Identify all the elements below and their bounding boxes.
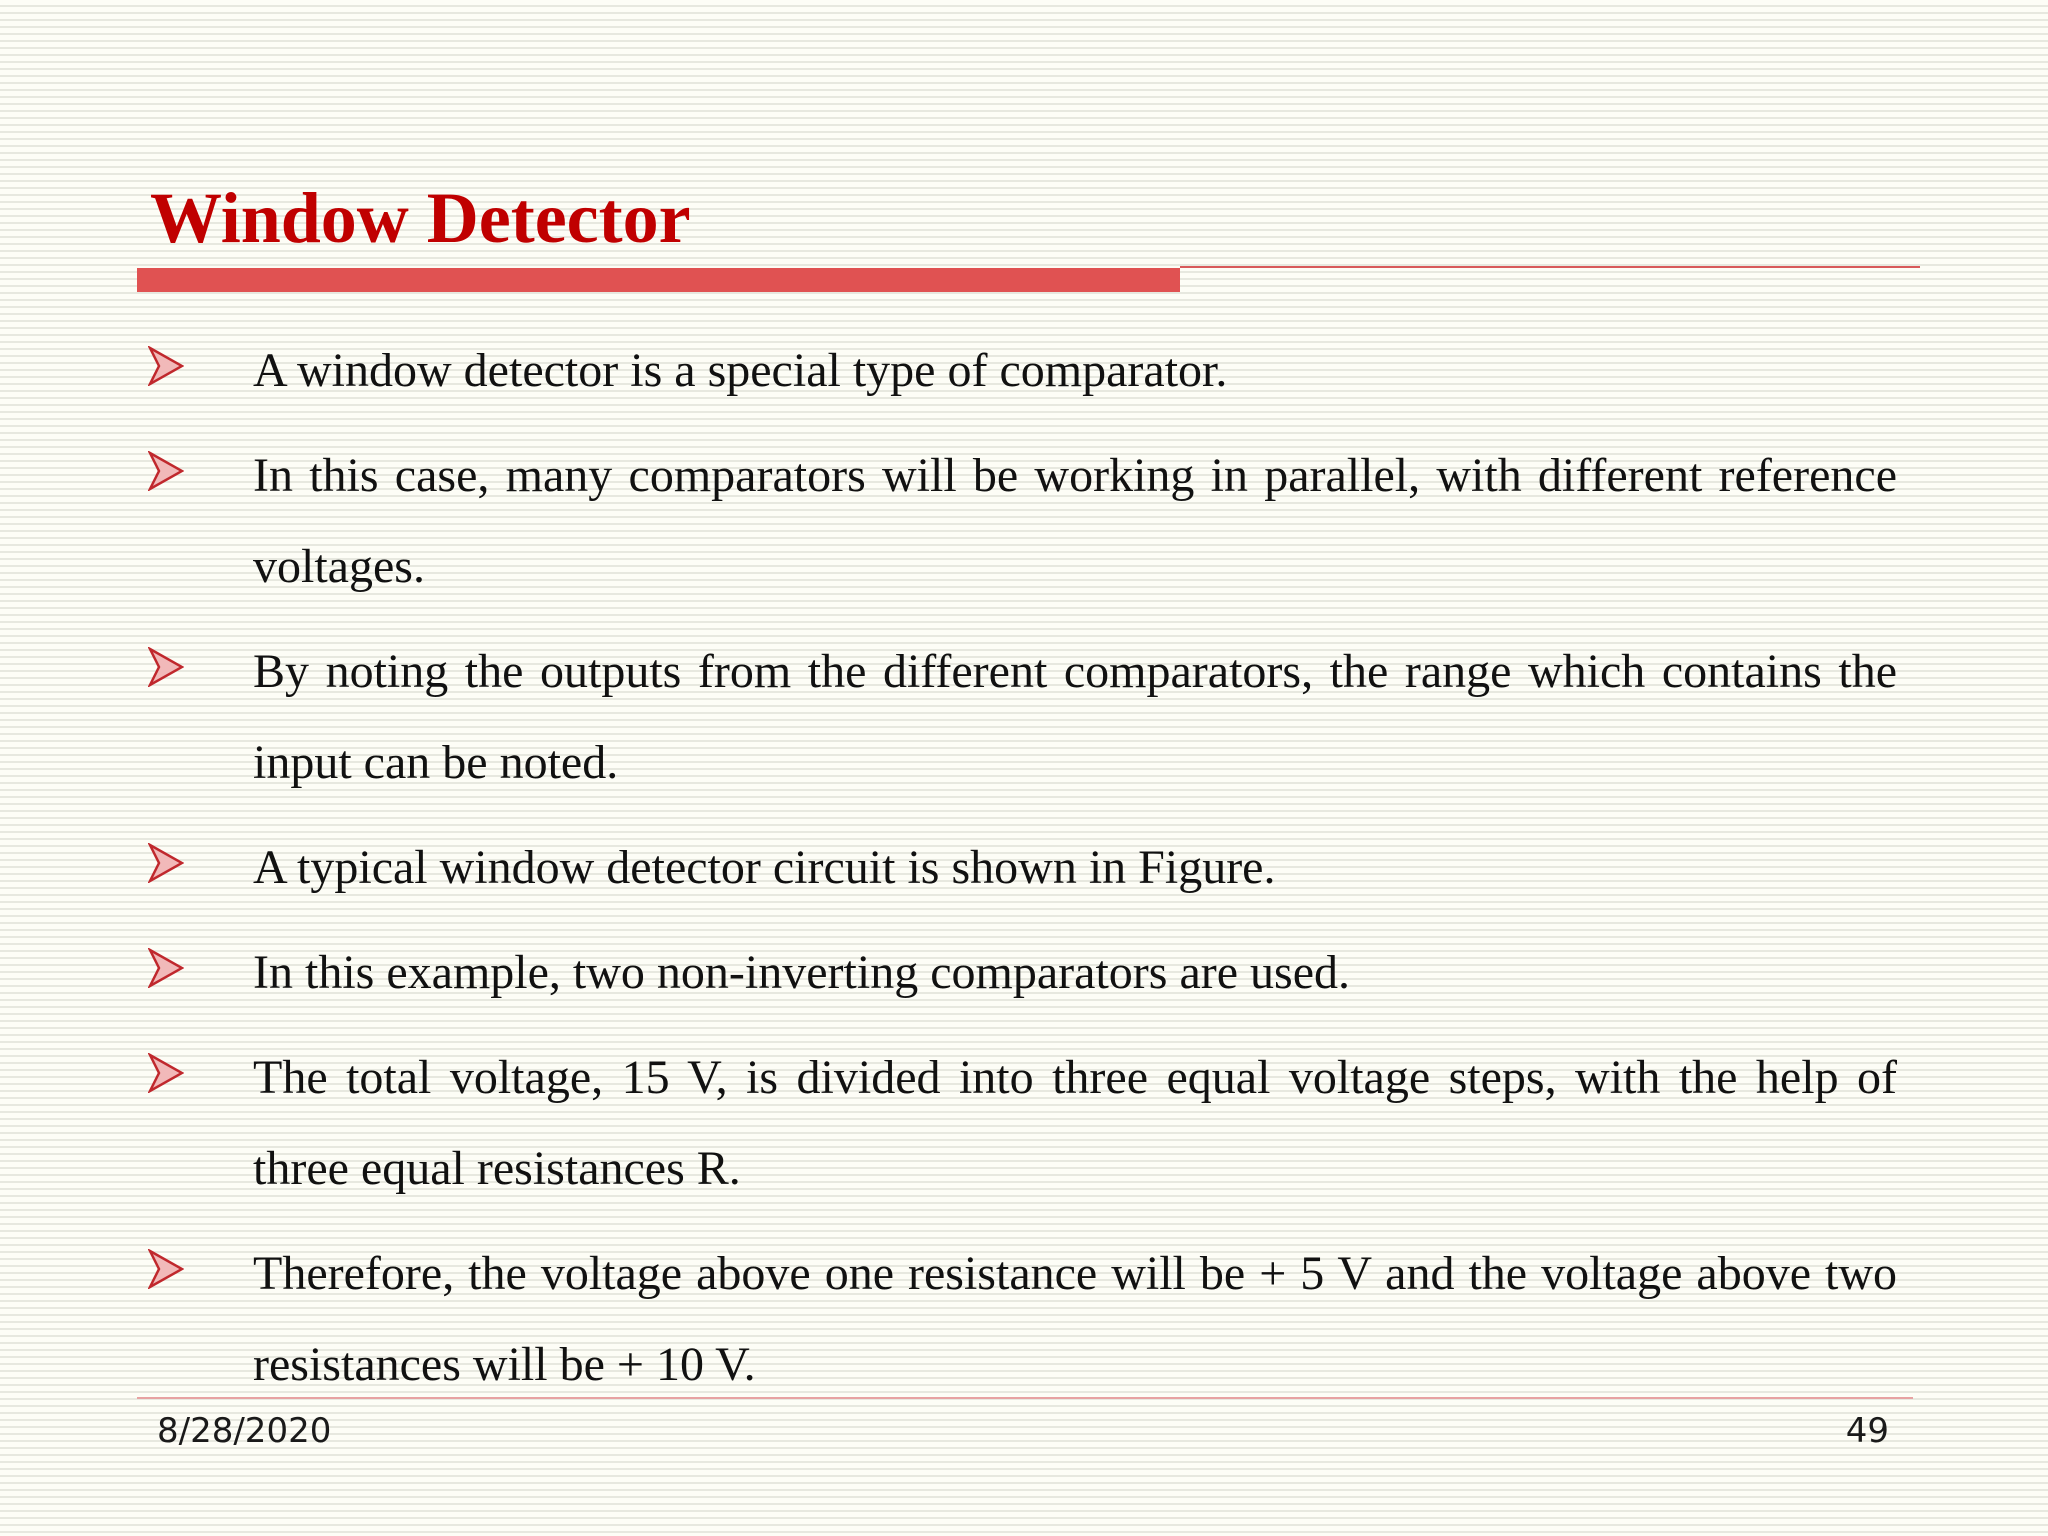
bullet-item	[0, 822, 2048, 913]
arrow-bullet-icon	[148, 346, 184, 386]
page-number: 49	[1845, 1411, 1889, 1451]
bullet-item	[0, 626, 2048, 808]
arrow-bullet-icon	[148, 647, 184, 687]
slide-title: Window Detector	[150, 178, 691, 258]
bullet-text: The total voltage, 15 V, is divided into three equal voltage steps, with the help of three equal resistances R.	[253, 1051, 1897, 1195]
title-underline-thick	[137, 268, 1180, 292]
bullet-item	[0, 1032, 2048, 1214]
bullet-text: Therefore, the voltage above one resistance will be + 5 V and the voltage above two resistances will be + 10 V.	[253, 1247, 1897, 1391]
arrow-bullet-icon	[148, 1249, 184, 1289]
footer-date: 8/28/2020	[157, 1411, 332, 1451]
footer-divider	[137, 1397, 1913, 1399]
bullet-item	[0, 325, 2048, 416]
arrow-bullet-icon	[148, 451, 184, 491]
arrow-bullet-icon	[148, 843, 184, 883]
bullet-list	[0, 325, 2048, 1424]
arrow-bullet-icon	[148, 948, 184, 988]
bullet-text: In this example, two non-inverting comparators are used.	[253, 946, 1351, 999]
bullet-text: By noting the outputs from the different comparators, the range which contains the input can be noted.	[253, 645, 1897, 789]
title-underline-thin	[1180, 266, 1920, 268]
bullet-item	[0, 1228, 2048, 1410]
bullet-item	[0, 430, 2048, 612]
bullet-text: A window detector is a special type of comparator.	[253, 344, 1228, 397]
arrow-bullet-icon	[148, 1053, 184, 1093]
bullet-text: In this case, many comparators will be working in parallel, with different reference voltages.	[253, 449, 1897, 593]
bullet-text: A typical window detector circuit is shown in Figure.	[253, 841, 1276, 894]
bullet-item	[0, 927, 2048, 1018]
